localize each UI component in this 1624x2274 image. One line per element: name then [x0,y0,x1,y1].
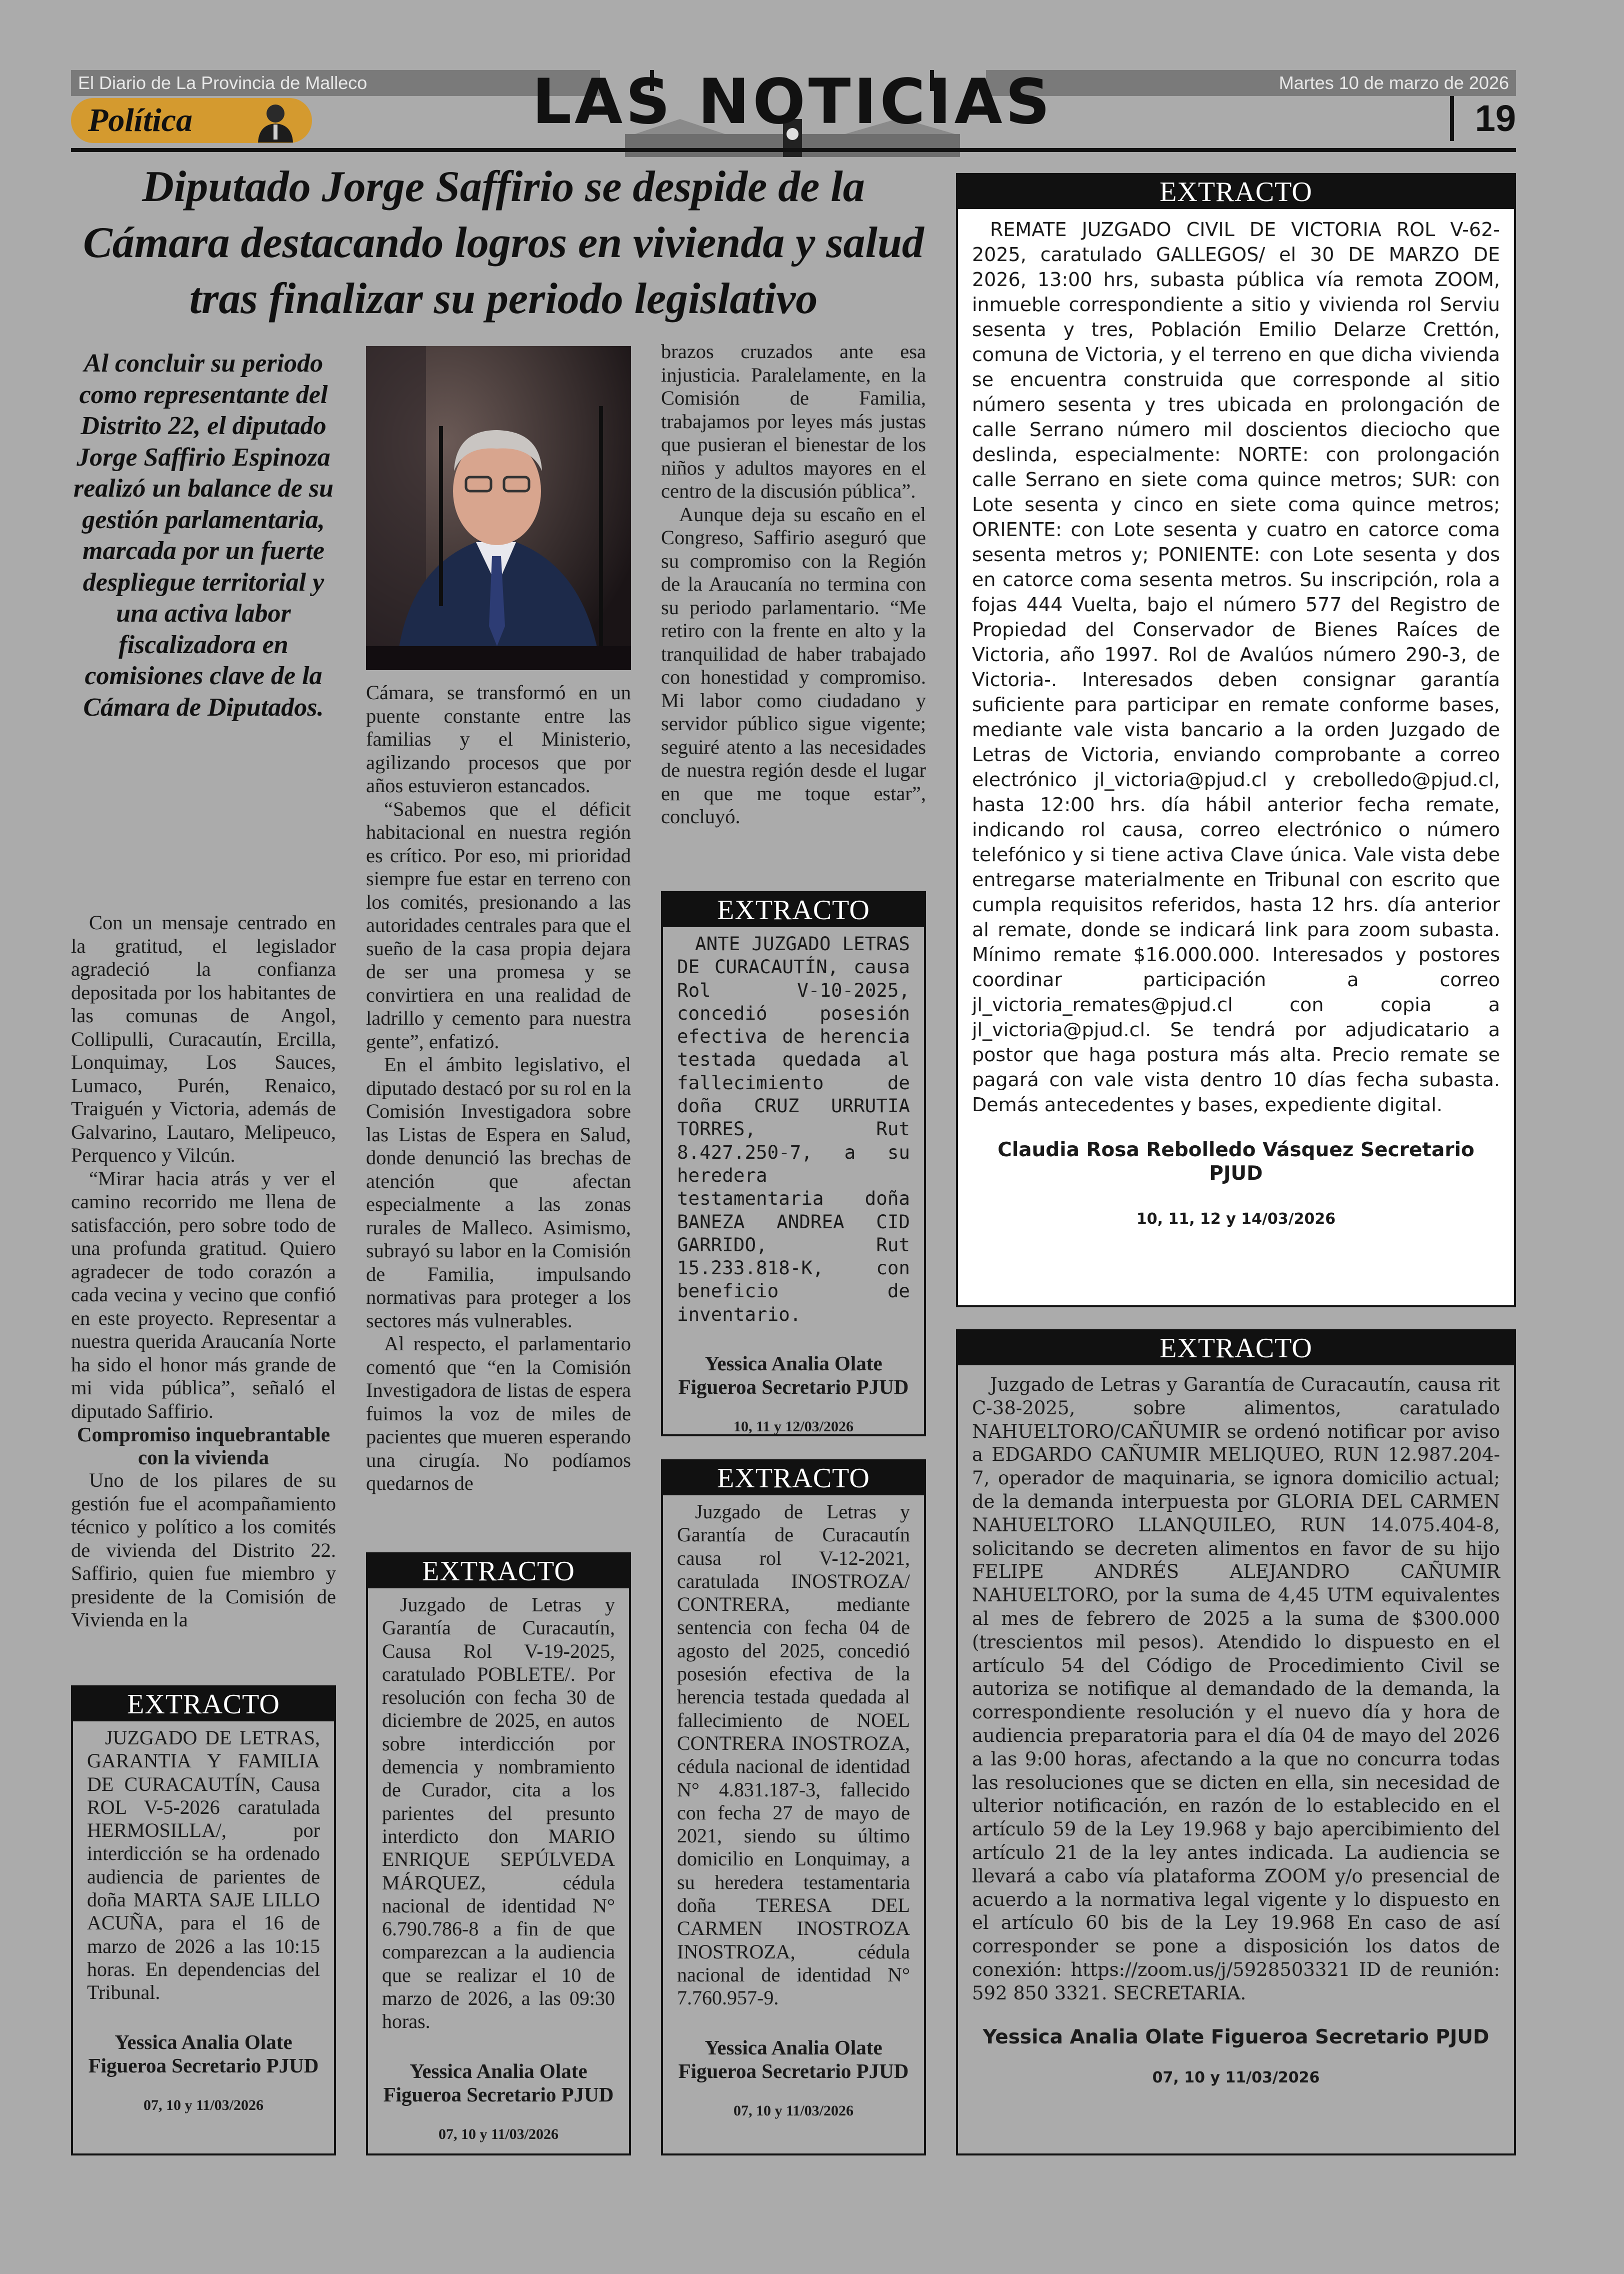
author-avatar-icon [253,99,298,143]
article-column-2 [366,681,631,1495]
extracto-title: EXTRACTO [73,1687,334,1721]
notice-signature: Claudia Rosa Rebolledo Vásquez Secretario PJUD [998,1139,1474,1185]
notice-body: Juzgado de Letras y Garantía de Curacautín, Causa Rol V-19-2025, caratulado POBLETE/. Por resolución con fecha 30 de diciembre de 2025, en autos sobre interdicción por demencia y nombramiento de Curador, cita a los parientes del presunto interdicto don MARIO ENRIQUE SEPÚLVEDA MÁRQUEZ, cédula nacional de identidad N° 6.790.786-8 a fin de que comparezcan a la audiencia que se realizar el 10 de marzo de 2026, a las 09:30 horas. [382,1593,615,2033]
notice-dates: 07, 10 y 11/03/2026 [733,2102,854,2119]
header-rule [71,148,1516,152]
article-subhead: Compromiso inquebrantable con la vivienda [76,1423,330,1469]
extracto-title: EXTRACTO [663,1461,924,1495]
deputy-photo-image [366,346,631,670]
extracto-title: EXTRACTO [958,1331,1514,1365]
paragraph: “Mirar hacia atrás y ver el camino recorrido me llena de satisfacción, pero sobre todo de una profunda gratitud. Quiero agradecer de todo corazón a cada vecina y vecino que confió en este proyecto. Representar a nuestra querida Araucanía Norte ha sido el honor más grande de mi vida pública”, señaló el diputado Saffirio. [71,1167,336,1422]
extracto-notice-4 [661,1459,926,2155]
article-column-3 [661,340,926,829]
article-headline: Diputado Jorge Saffirio se despide de la Cámara destacando logros en vivienda y salud tras finalizar su periodo legislativo [83,163,924,323]
paragraph: Al respecto, el parlamentario comentó que “en la Comisión Investigadora de listas de espera fuimos la voz de miles de pacientes que mueren esperando una cirugía. No podíamos quedarnos de [366,1332,631,1494]
notice-signature: Yessica Analia Olate Figueroa Secretario PJUD [383,2059,614,2106]
newspaper-subtitle: El Diario de La Provincia de Malleco [71,70,600,96]
article-column-1 [71,911,336,1632]
issue-date: Martes 10 de marzo de 2026 [986,70,1516,96]
notice-dates: 10, 11, 12 y 14/03/2026 [1136,1210,1336,1228]
notice-dates: 07, 10 y 11/03/2026 [438,2125,558,2142]
extracto-notice-6 [956,1329,1516,2155]
paragraph: Aunque deja su escaño en el Congreso, Saffirio aseguró que su compromiso con la Región de la Araucanía no termina con su periodo parlamentario. “Me retiro con la frente en alto y la tranquilidad de haber trabajado con honestidad y compromiso. Mi labor como ciudadano y servidor público sigue vigente; seguiré atento a las necesidades de nuestra región desde el lugar en que me toque estar”, concluyó. [661,503,926,828]
masthead-logo [532,59,1053,159]
notice-body: JUZGADO DE LETRAS, GARANTIA Y FAMILIA DE CURACAUTÍN, Causa ROL V-5-2026 caratulada HERMOSILLA/, por interdicción se ha ordenado audiencia de parientes de doña MARTA SAJE LILLO ACUÑA, para el 16 de marzo de 2026 a las 10:15 horas. En dependencias del Tribunal. [87,1726,320,2004]
notice-signature: Yessica Analia Olate Figueroa Secretario PJUD [678,2035,909,2082]
article-photo [366,346,631,670]
extracto-notice-5 [956,173,1516,1307]
logo-graphic [532,59,1053,159]
extracto-title: EXTRACTO [368,1554,629,1588]
notice-body: REMATE JUZGADO CIVIL DE VICTORIA ROL V-62-2025, caratulado GALLEGOS/ el 30 DE MARZO DE 2026, 13:00 hrs, subasta pública vía remota ZOOM, inmueble correspondiente a sitio y vivienda rol Serviu sesenta y tres, Población Emilio Delarze Crettón, comuna de Victoria, y el terreno en que dicha vivienda se encuentra construida que corresponde al sitio número sesenta y tres ubicada en prolongación de calle Serrano número mil doscientos dieciocho que deslinda, especialmente: NORTE: con prolongación calle Serrano en siete coma quince metros; SUR: con Lote sesenta y cinco en siete coma quince metros; ORIENTE: con Lote sesenta y cuatro en catorce coma sesenta metros y; PONIENTE: con Lote sesenta y dos en catorce coma sesenta metros. Su inscripción, rola a fojas 444 Vuelta, bajo el número 577 del Registro de Propiedad del Conservador de Bienes Raíces de Victoria, año 1997. Rol de Avalúos número 290-3, de Victoria-. Interesados deben consignar garantía suficiente para participar en remate conforme bases, mediante vale vista bancario a la orden Juzgado de Letras de Victoria, enviando comprobante a correo electrónico jl_victoria@pjud.cl y crebolledo@pjud.cl, hasta 12:00 hrs. día hábil anterior fecha remate, indicando rol causa, correo electrónico o número telefónico y si tiene activa Clave única. Vale vista debe entregarse materialmente en Tribunal con escrito que cumpla requisitos referidos, hasta 12 hrs. día anterior al remate, donde se indicará link para zoom subasta. Mínimo remate $16.000.000. Interesados y postores coordinar participación a correo jl_victoria_remates@pjud.cl con copia a jl_victoria@pjud.cl. Se tendrá por adjudicatario a postor que haga postura más alta. Precio remate se pagará con vale vista dentro 10 días fecha subasta. Demás antecedentes y bases, expediente digital. [972,219,1500,1116]
extracto-notice-1 [71,1685,336,2155]
logo-text: LAS NOTICIAS [532,66,1053,138]
section-name: Política [88,102,192,139]
notice-signature: Yessica Analia Olate Figueroa Secretario PJUD [982,2025,1490,2048]
notice-body: Juzgado de Letras y Garantía de Curacautín causa rol V-12-2021, caratulada INOSTROZA/ CONTRERA, mediante sentencia con fecha 04 de agosto del 2025, concedió posesión efectiva de la herencia testada quedada al fallecimiento de NOEL CONTRERA INOSTROZA, cédula nacional de identidad N° 4.831.187-3, fallecido con fecha 27 de mayo de 2021, siendo su último domicilio en Lonquimay, a su heredera testamentaria doña TERESA DEL CARMEN INOSTROZA INOSTROZA, cédula nacional de identidad N° 7.760.957-9. [677,1500,910,2009]
paragraph: brazos cruzados ante esa injusticia. Paralelamente, en la Comisión de Familia, trabajamos por leyes más justas que pusieran el bienestar de los niños y adultos mayores en el centro de la discusión pública”. [661,340,926,502]
notice-body: ANTE JUZGADO LETRAS DE CURACAUTÍN, causa Rol V-10-2025, concedió posesión efectiva de herencia testada quedada al fallecimiento de doña CRUZ URRUTIA TORRES, Rut 8.427.250-7, a su heredera testamentaria doña BANEZA ANDREA CID GARRIDO, Rut 15.233.818-K, con beneficio de inventario. [677,933,910,1325]
notice-body: Juzgado de Letras y Garantía de Curacautín, causa rit C-38-2025, sobre alimentos, caratulado NAHUELTORO/CAÑUMIR se ordenó notificar por aviso a EDGARDO CAÑUMIR MELIQUEO, RUN 12.987.204-7, operador de maquinaria, se ignora domicilio actual; de la demanda interpuesta por GLORIA DEL CARMEN NAHUELTORO LLANQUILEO, RUN 14.075.404-8, solicitando se decreten alimentos en favor de su hijo FELIPE ANDRÉS ALEJANDRO CAÑUMIR NAHUELTORO, por la suma de 4,45 UTM equivalentes al mes de febrero de 2025 a la suma de $300.000 (trescientos mil pesos). Atendido lo dispuesto en el artículo 54 del Código de Procedimiento Civil se autoriza se notifique al demandado de la demanda, la correspondiente resolución y el nuevo día y hora de audiencia preparatoria para el día 04 de mayo del 2026 a las 9:00 horas, afectando a la que no concurra todas las resoluciones que se dicten en ella, sin necesidad de ulterior notificación, en razón de lo establecido en el artículo 59 de la Ley 19.968 y bajo apercibimiento del artículo 21 de la ley antes indicada. La audiencia se llevará a cabo vía plataforma ZOOM y/o presencial de acuerdo a la normativa legal vigente y lo dispuesto en el artículo 60 bis de la Ley 19.968 En caso de así corresponder se pone a disposición los datos de conexión: https://zoom.us/j/5928503321 ID de reunión: 592 850 3321. SECRETARIA. [972,1374,1500,2004]
paragraph: Uno de los pilares de su gestión fue el acompañamiento técnico y político a los comités de vivienda del Distrito 22. Saffirio, quien fue miembro y presidente de la Comisión de Vivienda en la [71,1469,336,1631]
extracto-notice-3 [661,891,926,1436]
page-number: 19 [1450,96,1516,141]
paragraph: “Sabemos que el déficit habitacional en nuestra región es crítico. Por eso, mi prioridad siempre fue estar en terreno con los comités, presionando a las autoridades centrales para que el sueño de la casa propia dejara de ser una promesa y se convirtiera en una realidad de ladrillo y cemento para nuestra gente”, enfatizó. [366,797,631,1053]
section-label [71,98,312,143]
notice-dates: 07, 10 y 11/03/2026 [1152,2068,1320,2086]
notice-dates: 10, 11 y 12/03/2026 [733,1418,854,1435]
paragraph: Cámara, se transformó en un puente constante entre las familias y el Ministerio, agilizando procesos que por años estuvieron estancados. [366,681,631,797]
notice-signature: Yessica Analia Olate Figueroa Secretario PJUD [88,2030,319,2077]
notice-dates: 07, 10 y 11/03/2026 [143,2096,264,2113]
extracto-title: EXTRACTO [663,893,924,927]
paragraph: En el ámbito legislativo, el diputado destacó por su rol en la Comisión Investigadora sobre las Listas de Espera en Salud, donde denunció las brechas de atención que afectan especialmente a las zonas rurales de Malleco. Asimismo, subrayó su labor en la Comisión de Familia, impulsando normativas para proteger a los sectores más vulnerables. [366,1053,631,1332]
notice-signature: Yessica Analia Olate Figueroa Secretario PJUD [678,1352,909,1399]
extracto-title: EXTRACTO [958,175,1514,209]
extracto-notice-2 [366,1552,631,2155]
article-deck: Al concluir su periodo como representante del Distrito 22, el diputado Jorge Saffirio Espinoza realizó un balance de su gestión parlamentaria, marcada por un fuerte despliegue territorial y una activa labor fiscalizadora en comisiones clave de la Cámara de Diputados. [73,349,334,722]
paragraph: Con un mensaje centrado en la gratitud, el legislador agradeció la confianza depositada por los habitantes de las comunas de Angol, Collipulli, Curacautín, Ercilla, Lonquimay, Los Sauces, Lumaco, Purén, Renaico, Traiguén y Victoria, además de Galvarino, Lautaro, Melipeuco, Perquenco y Vilcún. [71,911,336,1166]
